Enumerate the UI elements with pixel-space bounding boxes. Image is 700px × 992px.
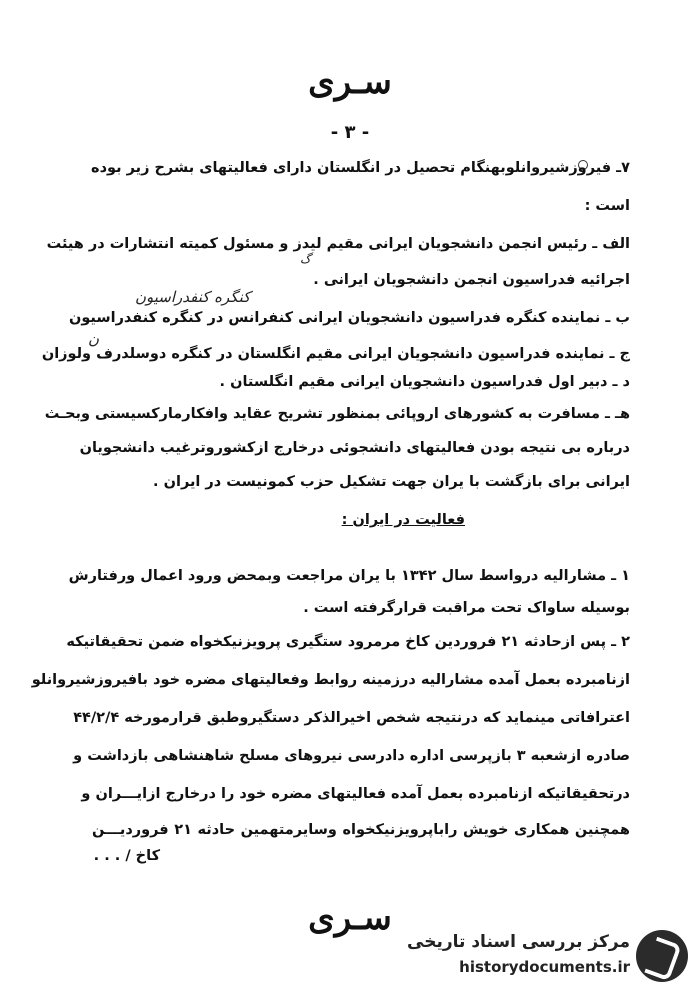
text-line: اجرائیه فدراسیون انجمن دانشجویان ایرانی .	[313, 272, 630, 288]
handwritten-note: ن	[88, 330, 100, 348]
text-line: ۷ـ فیروزشیروانلوبهنگام تحصیل در انگلستان دارای فعالیتهای بشرح زیر بوده	[91, 160, 630, 176]
text-line: هـ ـ مسافرت به کشورهای اروپائی بمنظور تشریح عقاید وافکارمارکسیستی وبحـث	[44, 406, 630, 422]
page-number: - ۳ -	[330, 122, 370, 143]
text-line: ب ـ نماینده کنگره فدراسیون دانشجویان ایرانی کنفرانس در کنگره کنفدراسیون	[68, 310, 630, 326]
handwritten-note: گ	[300, 252, 311, 266]
archive-logo-icon	[636, 930, 688, 982]
text-line: ۲ ـ پس ازحادثه ۲۱ فروردین کاخ مرمرود ستگیری پرویزنیکخواه ضمن تحقیقاتیکه	[66, 634, 630, 650]
text-line: الف ـ رئیس انجمن دانشجویان ایرانی مقیم لیدز و مسئول کمیته انتشارات در هیئت	[46, 236, 630, 252]
classification-header: سـری	[308, 62, 392, 102]
text-line: ۱ ـ مشارالیه درواسط سال ۱۳۴۲ با یران مراجعت وبمحض ورود اعمال ورفتارش	[68, 568, 630, 584]
archive-watermark	[400, 922, 696, 988]
classification-footer: سـری	[308, 898, 392, 938]
archive-name: مرکز بررسی اسناد تاریخی	[407, 932, 630, 952]
handwritten-note: کنگره کنفدراسیون	[135, 288, 251, 306]
section-heading: فعالیت در ایران :	[341, 512, 465, 528]
text-line: ازنامبرده بعمل آمده مشارالیه درزمینه روابط وفعالیتهای مضره خود بافیروزشیروانلو	[31, 672, 630, 688]
text-line: بوسیله ساواک تحت مراقبت قرارگرفته است .	[303, 600, 630, 616]
text-line: همچنین همکاری خویش راباپرویزنیکخواه وسایرمتهمین حادثه ۲۱ فروردیـــن	[92, 822, 630, 838]
text-line: کاخ / . . .	[93, 848, 160, 864]
text-line: ج ـ نماینده فدراسیون دانشجویان ایرانی مقیم انگلستان در کنگره دوسلدرف ولوزان	[41, 346, 630, 362]
text-line: د ـ دبیر اول فدراسیون دانشجویان ایرانی مقیم انگلستان .	[219, 374, 630, 390]
text-line: است :	[584, 198, 630, 214]
text-line: صادره ازشعبه ۳ بازپرسی اداره دادرسی نیروهای مسلح شاهنشاهی بازداشت و	[73, 748, 630, 764]
text-line: درباره بی نتیجه بودن فعالیتهای دانشجوئی درخارج ازکشوروترغیب دانشجویان	[79, 440, 630, 456]
archive-url: historydocuments.ir	[459, 958, 630, 976]
text-line: درتحقیقاتیکه ازنامبرده بعمل آمده فعالیتهای مضره خود را درخارج ازایـــران و	[81, 786, 630, 802]
text-line: اعترافاتی مینماید که درنتیجه شخص اخیرالذکر دستگیروطبق قرارمورخه ۴۴/۲/۴	[73, 710, 630, 726]
text-line: ایرانی برای بازگشت با یران جهت تشکیل حزب کمونیست در ایران .	[153, 474, 630, 490]
